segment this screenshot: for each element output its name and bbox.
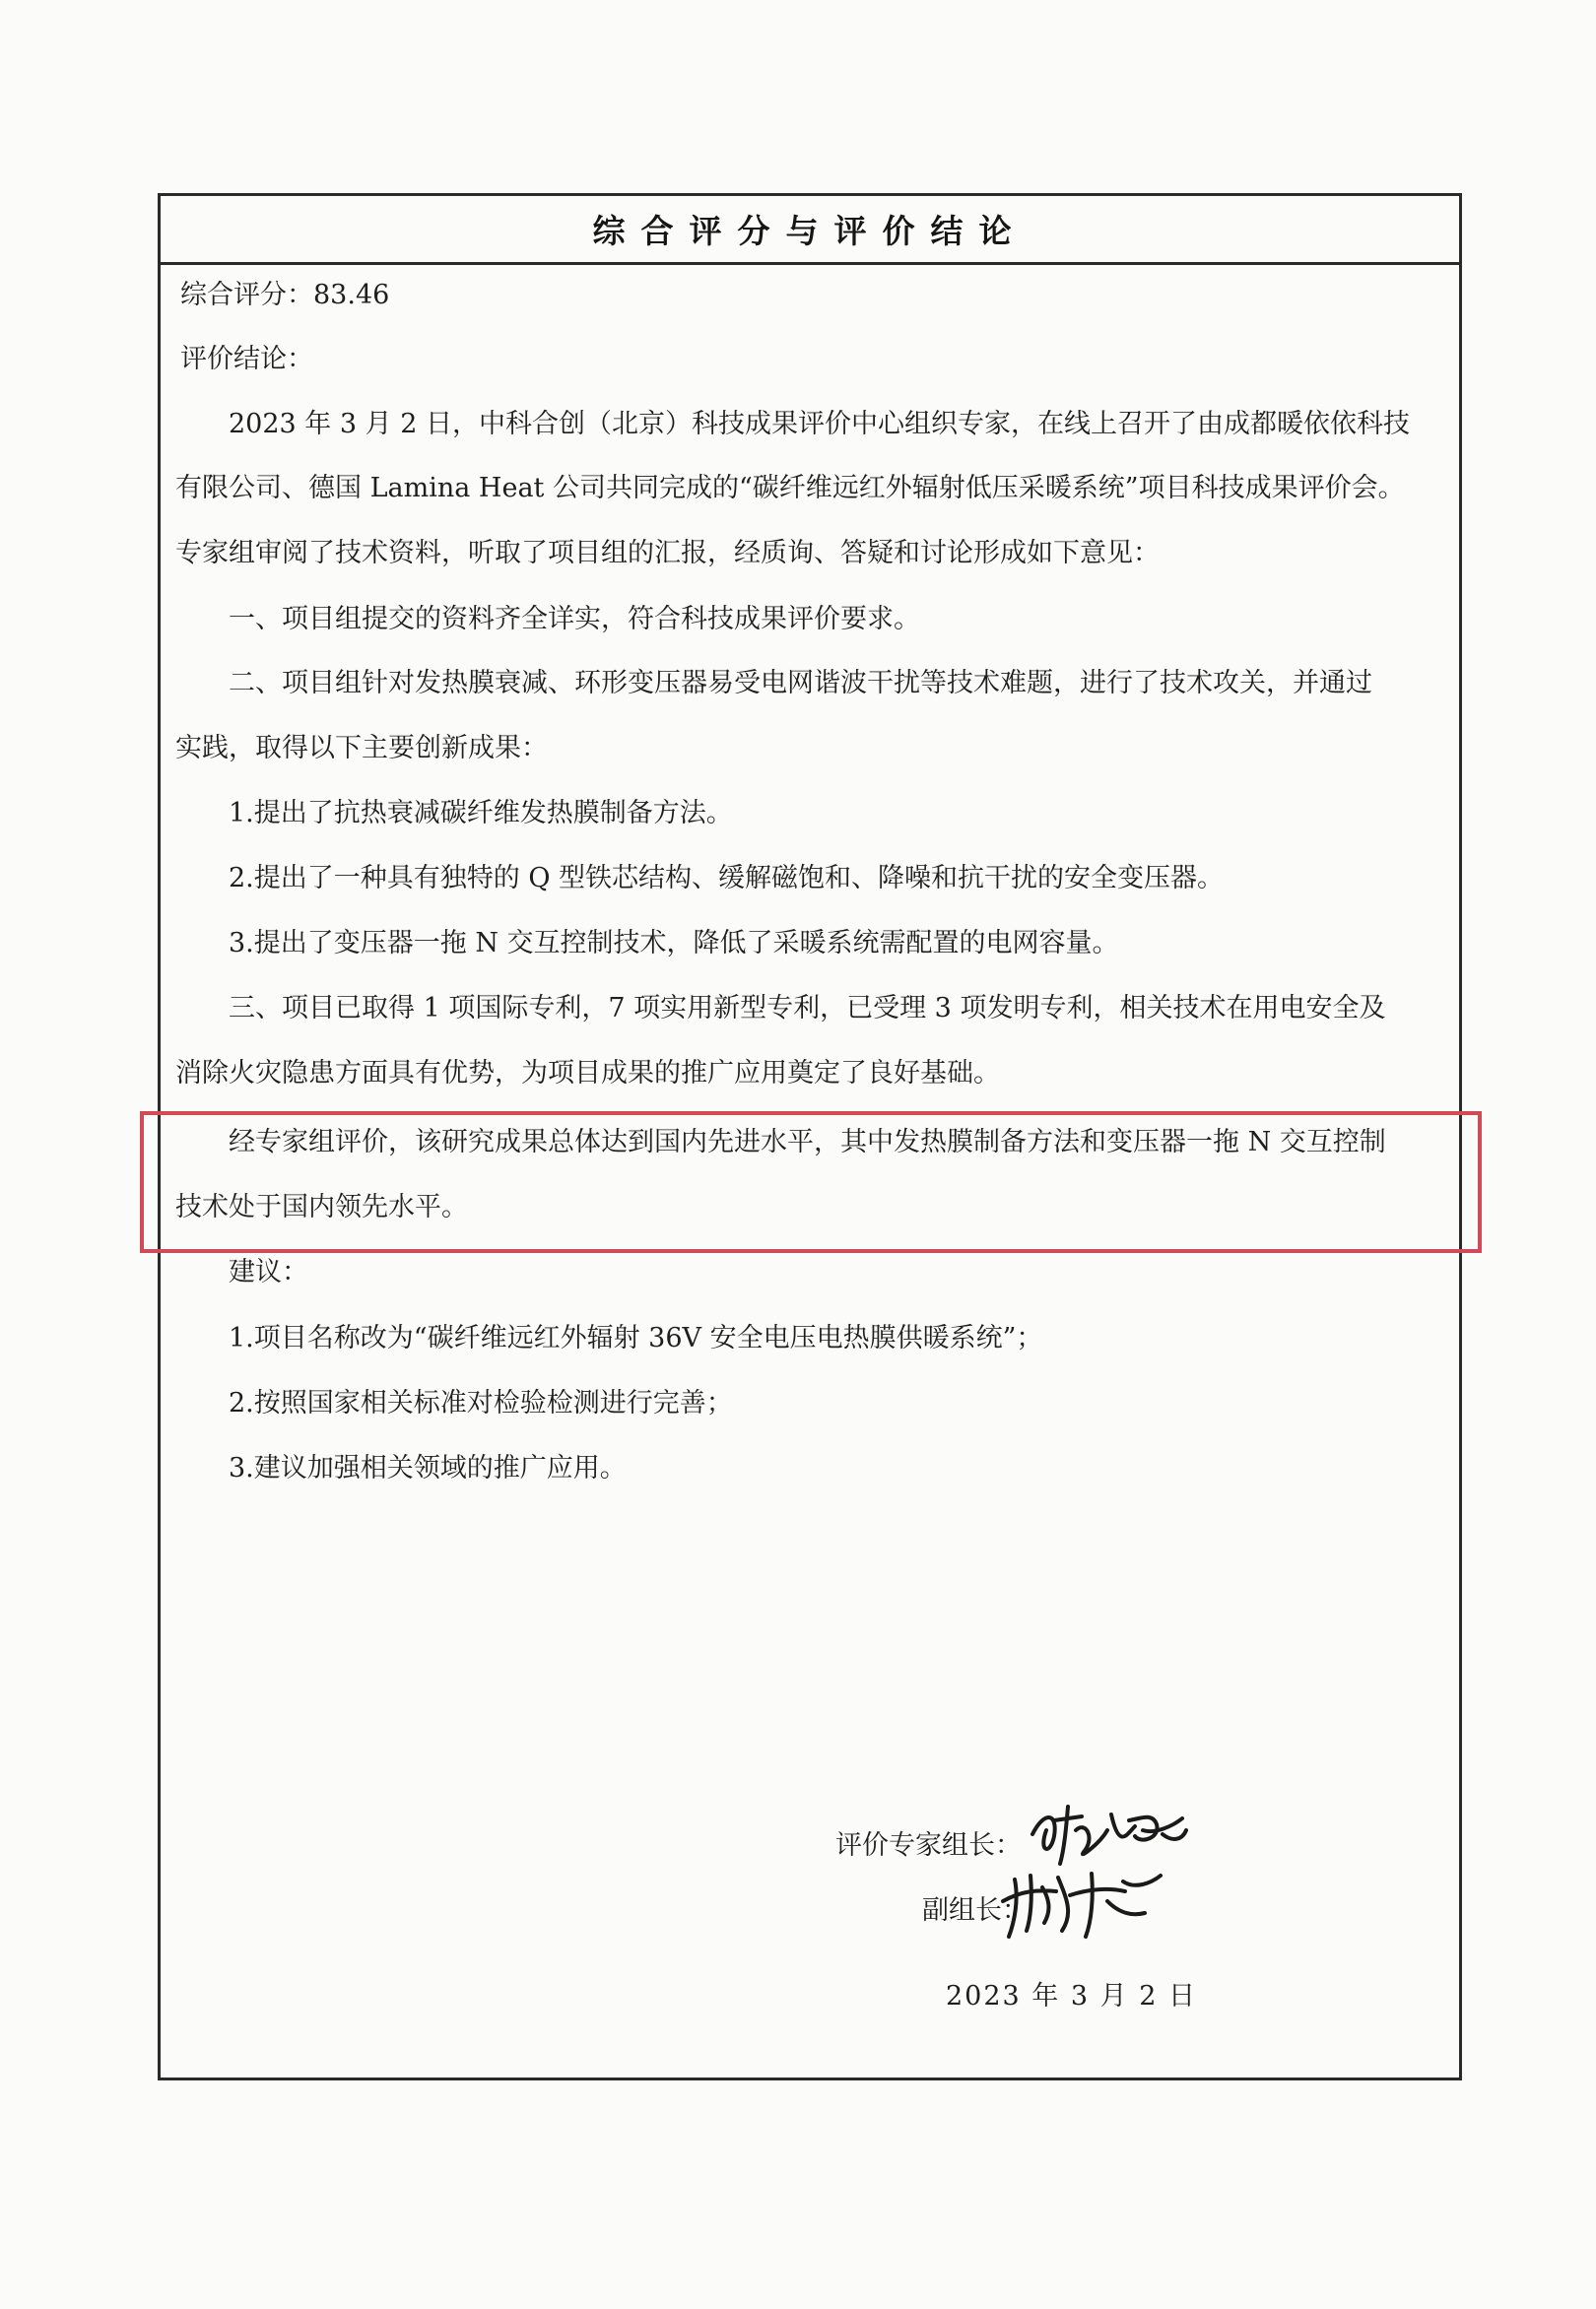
opinion2-line1: 二、项目组针对发热膜衰减、环形变压器易受电网谐波干扰等技术难题，进行了技术攻关，并通过 — [229, 668, 1372, 698]
leader-signature — [1025, 1791, 1192, 1870]
suggestion-item: 1.项目名称改为“碳纤维远红外辐射 36V 安全电压电热膜供暖系统”； — [229, 1323, 1043, 1353]
paragraph1-line3: 专家组审阅了技术资料，听取了项目组的汇报，经质询、答疑和讨论形成如下意见： — [175, 538, 1160, 568]
score-line: 综合评分：83.46 — [180, 280, 390, 310]
conclusion-label: 评价结论： — [180, 344, 313, 374]
paragraph1-line1: 2023 年 3 月 2 日，中科合创（北京）科技成果评价中心组织专家，在线上召开了由成都暖依依科技 — [229, 409, 1410, 439]
suggestion-item: 2.按照国家相关标准对检验检测进行完善； — [229, 1388, 733, 1418]
leader-label: 评价专家组长： — [835, 1830, 1022, 1861]
innovation-item: 2.提出了一种具有独特的 Q 型铁芯结构、缓解磁饱和、降噪和抗干扰的安全变压器。 — [229, 863, 1225, 893]
innovation-item: 3.提出了变压器一拖 N 交互控制技术，降低了采暖系统需配置的电网容量。 — [229, 928, 1119, 958]
opinion3-line2: 消除火灾隐患方面具有优势，为项目成果的推广应用奠定了良好基础。 — [175, 1058, 1000, 1089]
document-date: 2023 年 3 月 2 日 — [946, 1981, 1197, 2012]
innovation-item: 1.提出了抗热衰减碳纤维发热膜制备方法。 — [229, 798, 733, 828]
page-title: 综合评分与评价结论 — [592, 212, 1028, 250]
conclusion-line2: 技术处于国内领先水平。 — [175, 1192, 468, 1222]
opinion3-line1: 三、项目已取得 1 项国际专利，7 项实用新型专利，已受理 3 项发明专利，相关技术在用电安全及 — [229, 993, 1386, 1023]
opinion1: 一、项目组提交的资料齐全详实，符合科技成果评价要求。 — [229, 604, 920, 634]
opinion2-line2: 实践，取得以下主要创新成果： — [175, 733, 548, 763]
title-row — [161, 196, 1459, 265]
deputy-label: 副组长： — [922, 1895, 1029, 1926]
paragraph1-line2: 有限公司、德国 Lamina Heat 公司共同完成的“碳纤维远红外辐射低压采暖系统”项目科技成果评价会。 — [175, 473, 1405, 503]
deputy-signature — [997, 1862, 1164, 1941]
suggestion-item: 3.建议加强相关领域的推广应用。 — [229, 1453, 627, 1484]
conclusion-line1: 经专家组评价，该研究成果总体达到国内先进水平，其中发热膜制备方法和变压器一拖 N 交互控制 — [229, 1127, 1386, 1157]
suggestions-label: 建议： — [229, 1257, 308, 1287]
